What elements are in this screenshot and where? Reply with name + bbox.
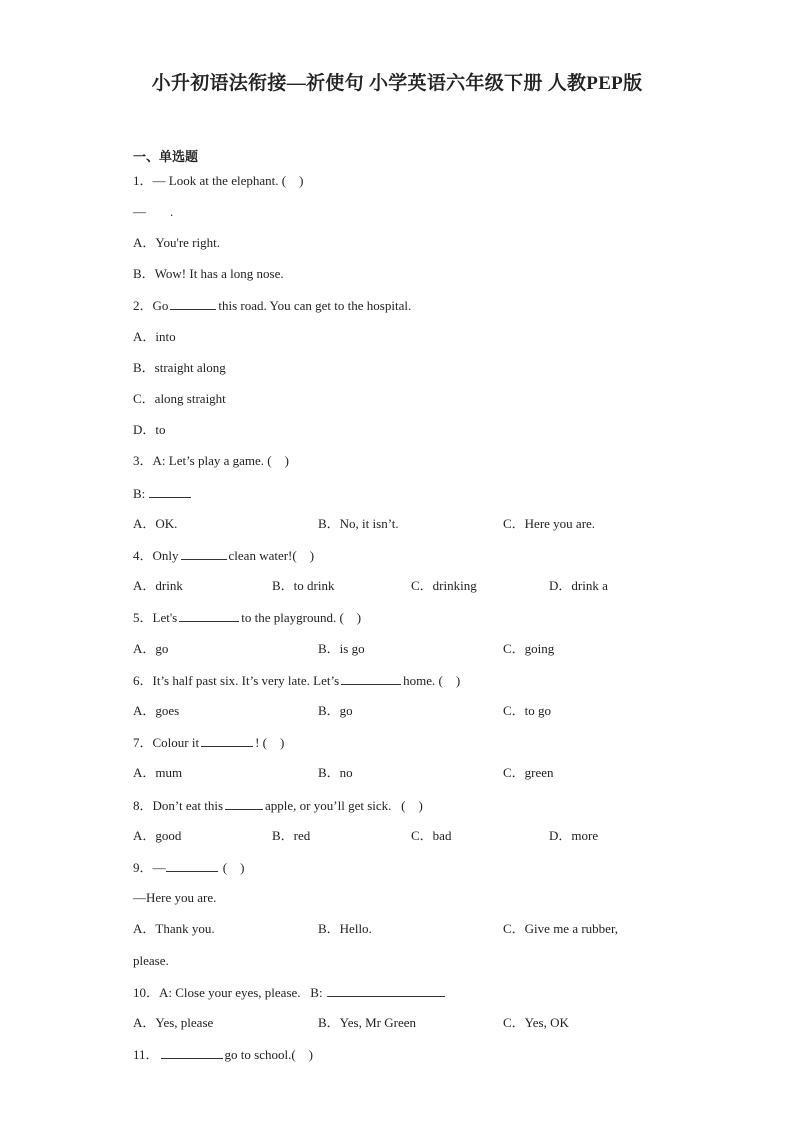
- stem-post: this road. You can get to the hospital.: [218, 298, 412, 313]
- question-11-stem: [133, 1046, 313, 1063]
- stem-post: to the playground. ( ): [241, 610, 362, 625]
- page-title: 小升初语法衔接—祈使句 小学英语六年级下册 人教PEP版: [151, 73, 643, 94]
- stem-post: apple, or you’ll get sick. ( ): [265, 798, 423, 813]
- reply-end: .: [170, 204, 174, 219]
- question-2-option-a[interactable]: A．into: [133, 329, 176, 344]
- answer-blank[interactable]: [161, 1046, 223, 1059]
- question-8-option-a[interactable]: A．good: [133, 828, 182, 843]
- question-5-option-c[interactable]: C．going: [503, 641, 555, 656]
- answer-blank[interactable]: [225, 797, 263, 810]
- answer-blank[interactable]: [166, 859, 218, 872]
- stem-text: 10．A: Close your eyes, please. B:: [133, 985, 323, 1000]
- question-9-option-a[interactable]: A．Thank you.: [133, 921, 215, 936]
- stem-post: go to school.( ): [224, 1047, 313, 1062]
- question-9-option-c-continued: please.: [133, 953, 169, 968]
- question-3-option-b[interactable]: B．No, it isn’t.: [318, 516, 399, 531]
- question-8-option-d[interactable]: D．more: [549, 828, 599, 843]
- question-6-option-a[interactable]: A．goes: [133, 703, 180, 718]
- question-1-stem: 1．— Look at the elephant. ( ): [133, 173, 304, 188]
- question-10-option-c[interactable]: C．Yes, OK: [503, 1015, 569, 1030]
- question-6-option-b[interactable]: B．go: [318, 703, 353, 718]
- question-3-stem: 3．A: Let’s play a game. ( ): [133, 453, 289, 468]
- stem-post: home. ( ): [403, 673, 461, 688]
- stem-pre: 6．It’s half past six. It’s very late. Let’s: [133, 673, 340, 688]
- question-8-stem: [133, 797, 423, 814]
- question-9-option-b[interactable]: B．Hello.: [318, 921, 372, 936]
- answer-blank[interactable]: [179, 609, 239, 622]
- question-1-reply: [133, 204, 173, 220]
- question-5-stem: [133, 609, 361, 626]
- stem-post: ! ( ): [255, 735, 285, 750]
- question-9-stem: [133, 859, 244, 876]
- section-heading: 一、单选题: [133, 149, 199, 164]
- question-7-option-c[interactable]: C．green: [503, 765, 554, 780]
- question-4-option-c[interactable]: C．drinking: [411, 578, 477, 593]
- question-3-option-a[interactable]: A．OK.: [133, 516, 178, 531]
- question-10-option-b[interactable]: B．Yes, Mr Green: [318, 1015, 416, 1030]
- question-8-option-c[interactable]: C．bad: [411, 828, 452, 843]
- question-3-reply: [133, 485, 193, 502]
- reply-dash: —: [133, 204, 146, 219]
- stem-post: clean water!( ): [228, 548, 315, 563]
- question-2-option-b[interactable]: B．straight along: [133, 360, 226, 375]
- stem-pre: 5．Let's: [133, 610, 178, 625]
- question-7-stem: [133, 734, 284, 751]
- question-9-reply: —Here you are.: [133, 890, 217, 905]
- question-4-option-a[interactable]: A．drink: [133, 578, 183, 593]
- question-2-option-c[interactable]: C．along straight: [133, 391, 226, 406]
- answer-blank[interactable]: [149, 485, 191, 498]
- question-3-option-c[interactable]: C．Here you are.: [503, 516, 596, 531]
- answer-blank[interactable]: [341, 672, 401, 685]
- question-2-stem: [133, 297, 411, 314]
- question-4-option-b[interactable]: B．to drink: [272, 578, 335, 593]
- stem-post: ( ): [222, 860, 245, 875]
- question-2-option-d[interactable]: D．to: [133, 422, 166, 437]
- question-10-stem: [133, 984, 447, 1001]
- answer-blank[interactable]: [181, 547, 227, 560]
- question-10-option-a[interactable]: A．Yes, please: [133, 1015, 214, 1030]
- question-4-stem: [133, 547, 314, 564]
- question-7-option-b[interactable]: B．no: [318, 765, 353, 780]
- question-1-option-a[interactable]: A．You're right.: [133, 235, 220, 250]
- reply-label: B:: [133, 486, 146, 501]
- answer-blank[interactable]: [201, 734, 253, 747]
- answer-blank[interactable]: [148, 204, 168, 216]
- stem-pre: 11．: [133, 1047, 159, 1062]
- question-9-option-c[interactable]: C．Give me a rubber,: [503, 921, 619, 936]
- question-5-option-b[interactable]: B．is go: [318, 641, 365, 656]
- question-1-option-b[interactable]: B．Wow! It has a long nose.: [133, 266, 284, 281]
- answer-blank[interactable]: [170, 297, 216, 310]
- question-6-stem: [133, 672, 460, 689]
- question-8-option-b[interactable]: B．red: [272, 828, 311, 843]
- stem-pre: 4．Only: [133, 548, 179, 563]
- question-5-option-a[interactable]: A．go: [133, 641, 169, 656]
- stem-pre: 2．Go: [133, 298, 169, 313]
- stem-pre: 8．Don’t eat this: [133, 798, 224, 813]
- answer-blank[interactable]: [327, 984, 445, 997]
- question-7-option-a[interactable]: A．mum: [133, 765, 183, 780]
- stem-pre: 7．Colour it: [133, 735, 200, 750]
- question-4-option-d[interactable]: D．drink a: [549, 578, 608, 593]
- stem-pre: 9．—: [133, 860, 166, 875]
- question-6-option-c[interactable]: C．to go: [503, 703, 552, 718]
